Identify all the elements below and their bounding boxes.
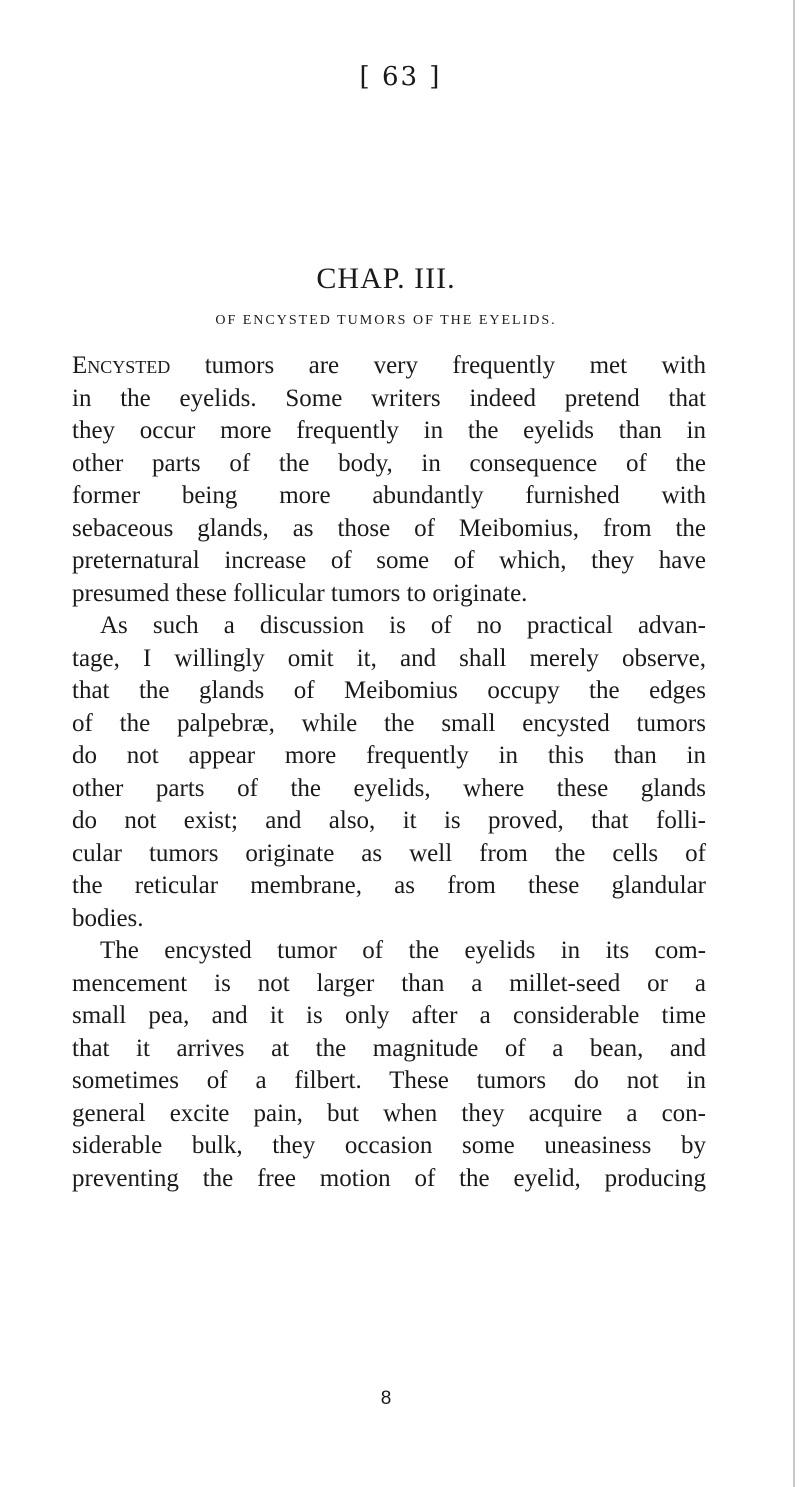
text-line: of the palpebræ, while the small encysted tumors bbox=[72, 709, 706, 737]
text-line: As such a discussion is of no practical advan- bbox=[100, 612, 706, 639]
text-line bbox=[72, 350, 706, 383]
text-line: preternatural increase of some of which, they have bbox=[72, 547, 706, 574]
text-line: presumed these follicular tumors to originate. bbox=[72, 579, 528, 607]
opening-word: Encysted bbox=[72, 352, 171, 379]
text-line: other parts of the eyelids, where these glands bbox=[72, 774, 706, 802]
text-line: other parts of the body, in consequence of the bbox=[72, 449, 706, 477]
text-line: sometimes of a filbert. These tumors do not in bbox=[72, 1067, 706, 1094]
text-line: do not exist; and also, it is proved, that folli- bbox=[72, 807, 706, 834]
text-line: do not appear more frequently in this than in bbox=[72, 742, 706, 769]
text-line-rest: tumors are very frequently met with bbox=[170, 352, 706, 379]
text-line: siderable bulk, they occasion some uneasiness by bbox=[72, 1132, 706, 1159]
chapter-title: CHAP. III. bbox=[316, 262, 456, 295]
text-line: cular tumors originate as well from the cells of bbox=[72, 839, 706, 867]
chapter-subtitle: OF ENCYSTED TUMORS OF THE EYELIDS. bbox=[215, 313, 557, 328]
body-text bbox=[72, 350, 706, 1195]
text-line: tage, I willingly omit it, and shall merely observe, bbox=[72, 644, 706, 672]
text-line: they occur more frequently in the eyelids than in bbox=[72, 417, 706, 444]
text-line: general excite pain, but when they acquire a con- bbox=[72, 1099, 706, 1127]
text-line: mencement is not larger than a millet-seed or a bbox=[72, 969, 706, 997]
signature-mark: 8 bbox=[380, 1388, 392, 1409]
text-line: preventing the free motion of the eyelid, producing bbox=[72, 1164, 706, 1192]
text-line: bodies. bbox=[72, 904, 144, 932]
page-edge-shadow bbox=[793, 0, 795, 1487]
text-line: that it arrives at the magnitude of a bean, and bbox=[72, 1034, 706, 1062]
text-line: that the glands of Meibomius occupy the edges bbox=[72, 677, 706, 704]
text-line: former being more abundantly furnished with bbox=[72, 482, 706, 509]
page-number: [ 63 ] bbox=[359, 62, 442, 92]
text-line: the reticular membrane, as from these glandular bbox=[72, 872, 706, 899]
text-line: small pea, and it is only after a considerable time bbox=[72, 1002, 706, 1029]
text-line: sebaceous glands, as those of Meibomius, from the bbox=[72, 514, 706, 542]
text-line: in the eyelids. Some writers indeed pretend that bbox=[72, 384, 706, 412]
text-line: The encysted tumor of the eyelids in its com- bbox=[100, 937, 706, 964]
